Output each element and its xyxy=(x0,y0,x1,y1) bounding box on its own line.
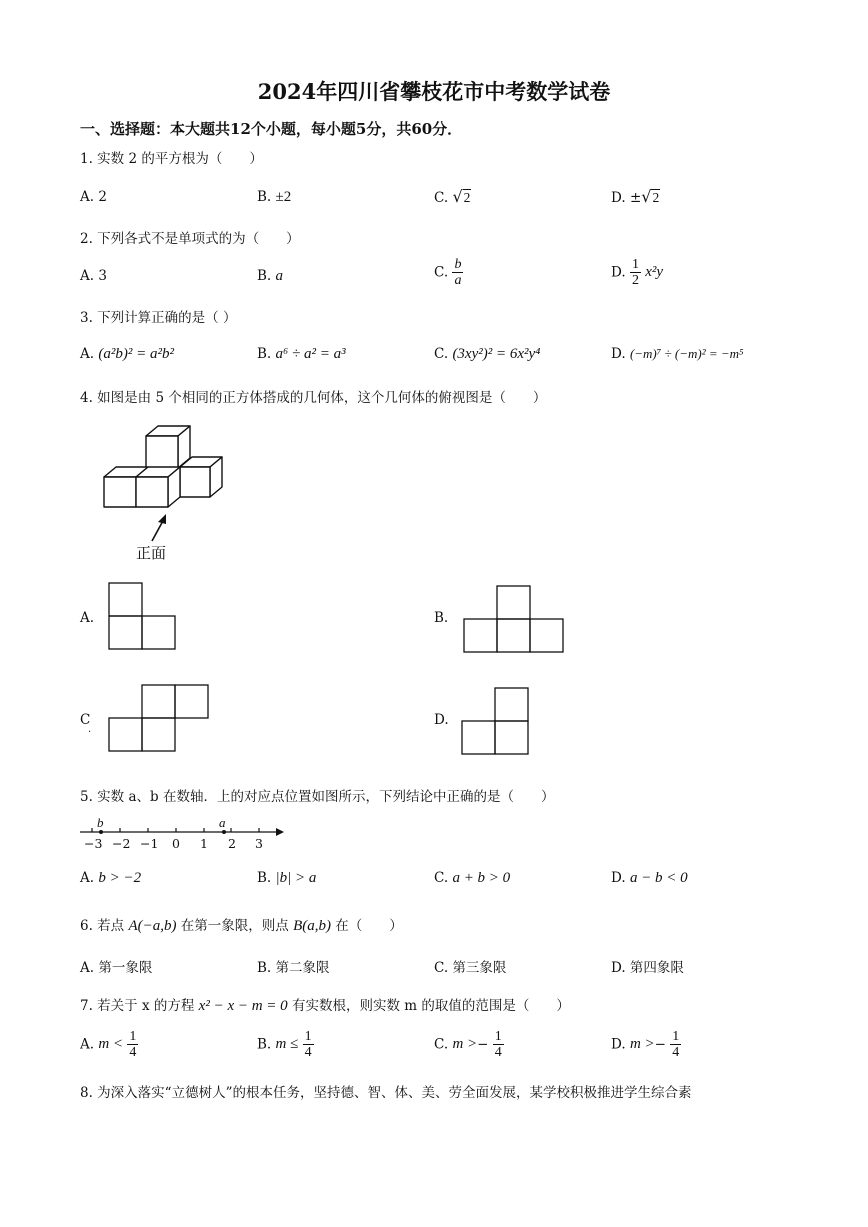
q7-option-b-label: B. xyxy=(257,1036,272,1053)
q1-option-b-value: ±2 xyxy=(275,189,292,205)
number-line-point-a: a xyxy=(219,815,226,830)
fraction-numerator: 1 xyxy=(129,1029,137,1044)
fraction-denominator: a xyxy=(454,273,462,288)
q5-option-c-expression: a + b > 0 xyxy=(452,870,511,886)
q7-equation: x² − x − m = 0 xyxy=(198,998,288,1014)
q5-option-c-label: C. xyxy=(434,870,449,886)
q3-option-a-label: A. xyxy=(80,346,95,362)
tick-label: 1 xyxy=(200,836,208,851)
q6-option-c: C. 第三象限 xyxy=(434,960,507,976)
question-1-stem: 1. 实数 2 的平方根为（ ） xyxy=(80,151,263,167)
fraction-denominator: 4 xyxy=(672,1045,680,1060)
sqrt-sign-icon: √ xyxy=(641,187,652,206)
q2-option-b xyxy=(257,268,283,285)
q1-option-d-pm: ± xyxy=(629,190,642,206)
fraction-denominator: 4 xyxy=(129,1045,137,1060)
sqrt-sign-icon: √ xyxy=(452,187,463,206)
tick-label: −2 xyxy=(112,836,131,851)
minus-sign: − xyxy=(654,1036,666,1053)
q3-option-a-expression: (a²b)² = a²b² xyxy=(98,346,174,362)
q4-option-c-dot: . xyxy=(88,724,92,735)
q3-option-c xyxy=(434,346,540,363)
q4-option-a-label: A. xyxy=(80,610,95,626)
q7-option-c-fraction xyxy=(493,1029,504,1060)
q3-option-b-expression: a⁶ ÷ a² = a³ xyxy=(275,346,346,362)
q1-option-c xyxy=(434,187,471,206)
minus-sign: − xyxy=(477,1036,489,1053)
q7-option-d-label: D. xyxy=(611,1036,626,1053)
q4-option-c-label: C xyxy=(80,712,91,728)
tick-label: 2 xyxy=(228,836,236,851)
tick-label: −1 xyxy=(140,836,159,851)
q4-option-c-figure xyxy=(109,685,211,753)
q5-option-b-label: B. xyxy=(257,870,272,886)
q5-option-d-expression: a − b < 0 xyxy=(629,870,688,886)
front-view-label: 正面 xyxy=(136,544,167,562)
question-2-stem: 2. 下列各式不是单项式的为（ ） xyxy=(80,231,300,247)
q7-option-d-fraction xyxy=(670,1029,681,1060)
q2-option-c-label: C. xyxy=(434,264,449,281)
q5-option-a-label: A. xyxy=(80,870,95,886)
q1-option-a: A. 2 xyxy=(80,189,107,205)
q7-option-b xyxy=(257,1029,314,1060)
q7-option-c xyxy=(434,1029,504,1060)
q3-option-c-label: C. xyxy=(434,346,449,362)
number-line-point-b: b xyxy=(97,815,104,830)
q5-option-d xyxy=(611,870,688,887)
q7-stem-suffix: 有实数根，则实数 m 的取值的范围是（ ） xyxy=(291,998,570,1014)
tick-label: 3 xyxy=(255,836,263,851)
q1-option-b-label: B. xyxy=(257,189,272,205)
tick-label: 0 xyxy=(172,836,180,851)
q5-option-a-expression: b > −2 xyxy=(98,870,142,886)
q2-option-d xyxy=(611,257,663,288)
section-heading: 一、选择题：本大题共12个小题，每小题5分，共60分． xyxy=(80,120,463,138)
q7-option-c-label: C. xyxy=(434,1036,449,1053)
fraction-denominator: 4 xyxy=(494,1045,502,1060)
q5-option-c xyxy=(434,870,510,887)
q5-option-d-label: D. xyxy=(611,870,626,886)
q3-option-c-expression: (3xy²)² = 6x²y⁴ xyxy=(452,346,541,362)
q3-option-b xyxy=(257,346,346,363)
q1-option-d-label: D. xyxy=(611,190,626,206)
q6-stem-suffix: 在（ ） xyxy=(335,918,403,934)
question-4-stem: 4. 如图是由 5 个相同的正方体搭成的几何体，这个几何体的俯视图是（ ） xyxy=(80,390,547,406)
fraction-numerator: 1 xyxy=(672,1029,680,1044)
q7-option-c-lhs: m > xyxy=(452,1036,478,1052)
q3-option-d xyxy=(611,346,744,362)
fraction-numerator: 1 xyxy=(304,1029,312,1044)
question-3-stem: 3. 下列计算正确的是（ ） xyxy=(80,310,237,326)
q5-option-a xyxy=(80,870,141,887)
question-6-stem xyxy=(80,914,403,935)
fraction-numerator: 1 xyxy=(631,257,639,272)
q1-option-d-radicand: 2 xyxy=(652,190,660,205)
q4-option-a-figure xyxy=(109,583,177,651)
cube-solid-figure xyxy=(100,424,230,519)
fraction-numerator: 1 xyxy=(494,1029,502,1044)
question-8-stem: 8. 为深入落实“立德树人”的根本任务，坚持德、智、体、美、劳全面发展，某学校积极推进学生综合素 xyxy=(80,1085,692,1101)
q4-option-b-label: B. xyxy=(434,610,449,626)
q4-option-b-figure xyxy=(464,586,566,654)
q6-stem-prefix: 6. 若点 xyxy=(80,918,125,934)
q2-option-d-label: D. xyxy=(611,264,626,281)
q5-option-b-expression: |b| > a xyxy=(275,870,317,886)
q7-option-a-label: A. xyxy=(80,1036,95,1053)
q1-option-b xyxy=(257,189,291,206)
question-5-stem: 5. 实数 a、b 在数轴．上的对应点位置如图所示，下列结论中正确的是（ ） xyxy=(80,789,555,805)
q1-option-c-label: C. xyxy=(434,190,449,206)
q7-option-a-lhs: m < xyxy=(98,1036,124,1052)
q4-option-d-figure xyxy=(462,688,530,756)
fraction-numerator: b xyxy=(454,257,462,272)
page-title: 2024年四川省攀枝花市中考数学试卷 xyxy=(257,79,611,104)
question-7-stem xyxy=(80,994,570,1015)
q5-option-b xyxy=(257,870,316,887)
q3-option-a xyxy=(80,346,174,363)
q6-stem-middle: 在第一象限，则点 xyxy=(180,918,289,934)
q7-option-a xyxy=(80,1029,138,1060)
q2-option-b-value: a xyxy=(275,268,284,284)
q6-option-b: B. 第二象限 xyxy=(257,960,330,976)
q7-option-b-lhs: m ≤ xyxy=(275,1036,299,1052)
q6-option-a: A. 第一象限 xyxy=(80,960,153,976)
q2-option-c xyxy=(434,257,463,288)
q7-option-a-fraction xyxy=(127,1029,138,1060)
q6-point-a: A(−a,b) xyxy=(128,918,177,934)
q6-point-b: B(a,b) xyxy=(293,918,331,934)
q6-option-d: D. 第四象限 xyxy=(611,960,684,976)
q3-option-d-label: D. xyxy=(611,346,626,362)
q1-option-d xyxy=(611,187,660,206)
q2-option-b-label: B. xyxy=(257,268,272,284)
q7-option-d-lhs: m > xyxy=(629,1036,655,1052)
q3-option-d-expression: (−m)⁷ ÷ (−m)² = −m⁵ xyxy=(629,346,744,361)
fraction-denominator: 2 xyxy=(631,273,639,288)
q2-option-c-fraction xyxy=(452,257,463,288)
q1-option-c-radicand: 2 xyxy=(463,190,471,205)
q2-option-d-fraction xyxy=(630,257,641,288)
q3-option-b-label: B. xyxy=(257,346,272,362)
fraction-denominator: 4 xyxy=(304,1045,312,1060)
q2-option-a: A. 3 xyxy=(80,268,107,284)
q4-option-d-label: D. xyxy=(434,712,449,728)
q7-stem-prefix: 7. 若关于 x 的方程 xyxy=(80,998,195,1014)
q7-option-b-fraction xyxy=(303,1029,314,1060)
q2-option-d-monomial: x²y xyxy=(645,264,664,280)
tick-label: −3 xyxy=(84,836,103,851)
q7-option-d xyxy=(611,1029,681,1060)
